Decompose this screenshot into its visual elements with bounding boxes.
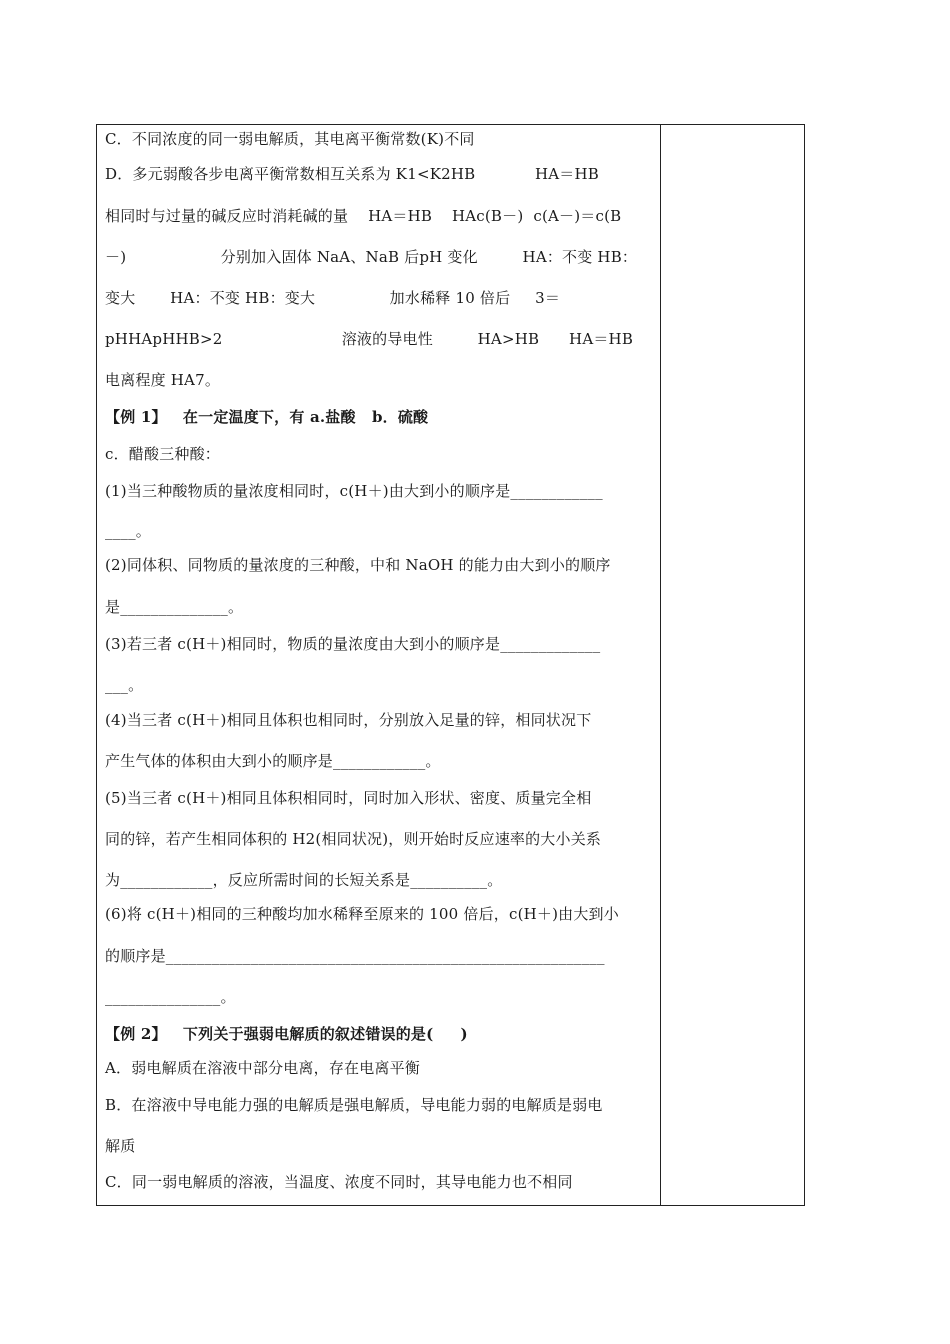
content-table — [96, 124, 805, 1206]
text-line: 变大 HA：不变 HB：变大 加水稀释 10 倍后 3＝ — [105, 289, 561, 307]
text-line: ___。 — [105, 676, 144, 694]
text-line: D．多元弱酸各步电离平衡常数相互关系为 K1<K2HB HA＝HB — [105, 165, 600, 183]
text-line: 是______________。 — [105, 598, 244, 616]
question-4: (4)当三者 c(H＋)相同且体积也相同时，分别放入足量的锌，相同状况下 — [105, 711, 592, 729]
column-divider — [660, 125, 661, 1205]
text-line: C．不同浓度的同一弱电解质，其电离平衡常数(K)不同 — [105, 130, 475, 148]
question-2: (2)同体积、同物质的量浓度的三种酸，中和 NaOH 的能力由大到小的顺序 — [105, 556, 611, 574]
text-line: pHHApHHB>2 溶液的导电性 HA>HB HA＝HB — [105, 330, 634, 348]
text-line: c．醋酸三种酸： — [105, 445, 221, 463]
text-line: －) 分别加入固体 NaA、NaB 后pH 变化 HA：不变 HB： — [105, 248, 638, 266]
text-line: 产生气体的体积由大到小的顺序是____________。 — [105, 752, 441, 770]
text-line: ____。 — [105, 522, 152, 540]
option-b: B．在溶液中导电能力强的电解质是强电解质，导电能力弱的电解质是弱电 — [105, 1096, 603, 1114]
text-line: 解质 — [105, 1137, 136, 1155]
text-line: 同的锌，若产生相同体积的 H2(相同状况)，则开始时反应速率的大小关系 — [105, 830, 602, 848]
text-line: 相同时与过量的碱反应时消耗碱的量 HA＝HB HAc(B－) c(A－)＝c(B — [105, 207, 622, 225]
text-line: _______________。 — [105, 988, 236, 1006]
option-a: A．弱电解质在溶液中部分电离，存在电离平衡 — [105, 1059, 421, 1077]
text-line: 电离程度 HA7。 — [105, 371, 221, 389]
text-line: 的顺序是_________________________________________________________ — [105, 947, 605, 965]
question-3: (3)若三者 c(H＋)相同时，物质的量浓度由大到小的顺序是_____________ — [105, 635, 601, 653]
option-c: C．同一弱电解质的溶液，当温度、浓度不同时，其导电能力也不相同 — [105, 1173, 573, 1191]
example-2-heading: 【例 2】 下列关于强弱电解质的叙述错误的是( ) — [105, 1025, 468, 1043]
question-6: (6)将 c(H＋)相同的三种酸均加水稀释至原来的 100 倍后，c(H＋)由大到小 — [105, 905, 619, 923]
question-1: (1)当三种酸物质的量浓度相同时，c(H＋)由大到小的顺序是____________ — [105, 482, 603, 500]
question-5: (5)当三者 c(H＋)相同且体积相同时，同时加入形状、密度、质量完全相 — [105, 789, 592, 807]
text-line: 为____________，反应所需时间的长短关系是__________。 — [105, 871, 503, 889]
example-1-heading: 【例 1】 在一定温度下，有 a.盐酸 b．硫酸 — [105, 408, 429, 426]
